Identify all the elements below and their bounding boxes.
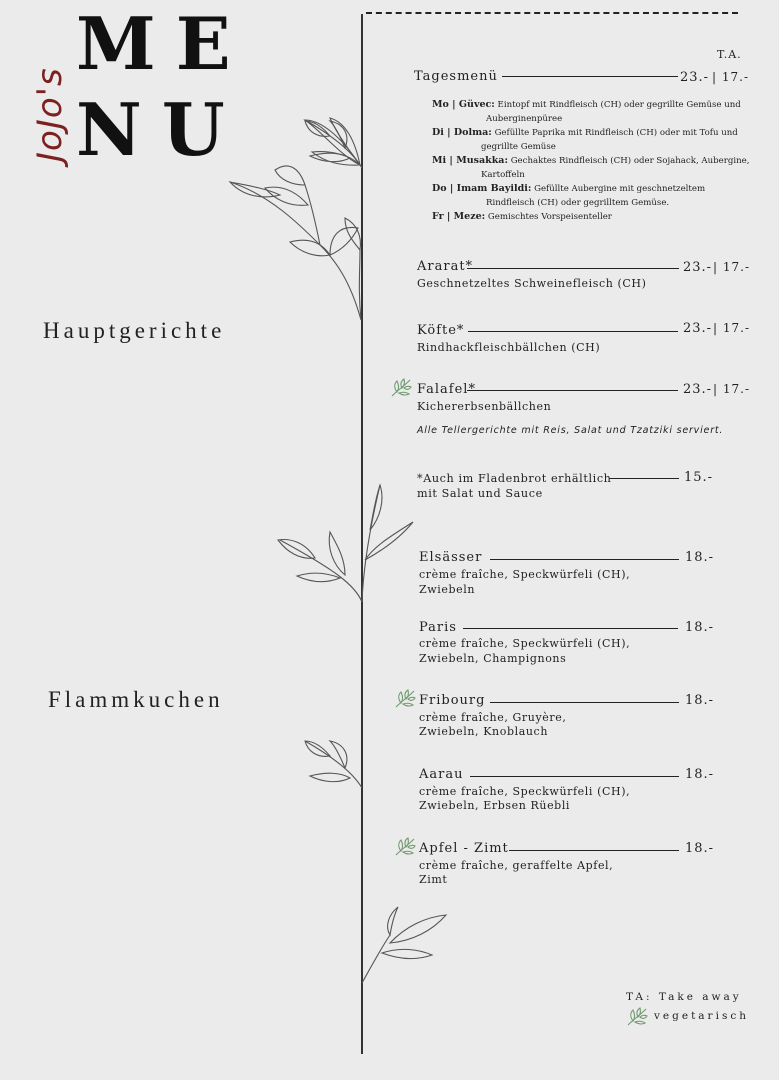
dish-leader-line <box>467 390 678 391</box>
leaf-branch-bottom-illustration <box>360 905 450 985</box>
dish-ta-price-kofte: | 17.- <box>713 321 750 335</box>
leaf-branch-middle-illustration <box>275 480 415 605</box>
dish-name-ararat: Ararat* <box>417 259 474 274</box>
dish-price-apfel-zimt: 18.- <box>685 841 715 856</box>
brand-name: JoJo's <box>30 67 70 162</box>
dish-name-aarau: Aarau <box>419 767 464 782</box>
day-item-mi: Mi | Musakka: Gechaktes Rindfleisch (CH) oder Sojahack, Aubergine, <box>432 155 750 166</box>
fladenbrot-line2: mit Salat und Sauce <box>417 487 543 500</box>
dish-desc1-paris: crème fraîche, Speckwürfeli (CH), <box>419 637 631 650</box>
dish-desc1-elsasser: crème fraîche, Speckwürfeli (CH), <box>419 568 631 581</box>
day-item-di: Di | Dolma: Gefüllte Paprika mit Rindfleisch (CH) oder mit Tofu und <box>432 127 738 138</box>
dish-desc1-fribourg: crème fraîche, Gruyère, <box>419 711 567 724</box>
day-item-mi-cont: Kartoffeln <box>481 170 525 180</box>
dish-desc2-elsasser: Zwiebeln <box>419 583 476 596</box>
tagesmenu-name: Tagesmenü <box>414 69 498 84</box>
dish-price-aarau: 18.- <box>685 767 715 782</box>
dish-desc2-aarau: Zwiebeln, Erbsen Rüebli <box>419 799 571 812</box>
dish-desc2-fribourg: Zwiebeln, Knoblauch <box>419 725 549 738</box>
dish-desc2-paris: Zwiebeln, Champignons <box>419 652 567 665</box>
day-item-fr: Fr | Meze: Gemischtes Vorspeisenteller <box>432 211 612 222</box>
dish-desc-ararat: Geschnetzeltes Schweinefleisch (CH) <box>417 277 647 290</box>
legend-take-away: TA: Take away <box>626 991 742 1003</box>
dish-desc-falafel: Kichererbsenbällchen <box>417 400 552 413</box>
dish-price-falafel: 23.- <box>683 382 713 397</box>
dish-price-kofte: 23.- <box>683 321 713 336</box>
dish-leader-line <box>467 268 679 269</box>
dish-price-ararat: 23.- <box>683 260 713 275</box>
dish-name-apfel-zimt: Apfel - Zimt <box>419 841 509 856</box>
dish-desc1-aarau: crème fraîche, Speckwürfeli (CH), <box>419 785 631 798</box>
dish-ta-price-falafel: | 17.- <box>713 382 750 396</box>
dish-leader-line <box>490 702 679 703</box>
section-title-hauptgerichte: Hauptgerichte <box>43 318 226 343</box>
dish-name-falafel: Falafel* <box>417 382 476 397</box>
day-item-mo-cont: Auberginenpüree <box>486 114 563 124</box>
dish-ta-price-ararat: | 17.- <box>713 260 750 274</box>
tagesmenu-days <box>432 98 750 224</box>
fladenbrot-line1: *Auch im Fladenbrot erhältlich <box>417 472 612 485</box>
day-item-di-cont: gegrillte Gemüse <box>481 142 556 152</box>
dish-leader-line <box>509 850 679 851</box>
leaf-branch-upper-small-illustration <box>300 118 370 173</box>
fladenbrot-leader-line <box>609 478 679 479</box>
dish-desc2-apfel-zimt: Zimt <box>419 873 448 886</box>
dish-name-kofte: Köfte* <box>417 323 465 338</box>
top-dashed-border <box>366 12 738 14</box>
hauptgerichte-note: Alle Tellergerichte mit Reis, Salat und Tzatziki serviert. <box>417 425 724 436</box>
legend-vegetarisch: vegetarisch <box>654 1010 749 1022</box>
section-title-flammkuchen: Flammkuchen <box>48 687 224 712</box>
dish-name-elsasser: Elsässer <box>419 550 483 565</box>
dish-leader-line <box>468 331 678 332</box>
brand-logo <box>30 12 80 162</box>
dish-desc1-apfel-zimt: crème fraîche, geraffelte Apfel, <box>419 859 614 872</box>
day-item-do: Do | Imam Bayildi: Gefüllte Aubergine mit geschnetzeltem <box>432 183 706 194</box>
dish-price-paris: 18.- <box>685 620 715 635</box>
menu-title-line1: ME <box>76 1 251 86</box>
dish-leader-line <box>463 628 678 629</box>
dish-desc-kofte: Rindhackfleischbällchen (CH) <box>417 341 601 354</box>
tagesmenu-ta-price: | 17.- <box>712 70 749 84</box>
dish-price-fribourg: 18.- <box>685 693 715 708</box>
fladenbrot-price: 15.- <box>684 470 714 485</box>
leaf-branch-small-illustration <box>300 736 370 791</box>
dish-leader-line <box>490 559 679 560</box>
tagesmenu-leader-line <box>502 76 678 77</box>
dish-name-paris: Paris <box>419 620 457 635</box>
vegetarian-leaf-icon <box>626 1007 648 1027</box>
dish-price-elsasser: 18.- <box>685 550 715 565</box>
menu-title-line2: NU <box>76 87 245 172</box>
day-item-mo: Mo | Güvec: Eintopf mit Rindfleisch (CH) oder gegrillte Gemüse und <box>432 99 741 110</box>
dish-name-fribourg: Fribourg <box>419 693 486 708</box>
day-item-do-cont: Rindfleisch (CH) oder gegrilltem Gemüse. <box>486 198 670 208</box>
vegetarian-leaf-icon <box>394 837 416 857</box>
ta-column-header: T.A. <box>717 48 742 61</box>
vegetarian-leaf-icon <box>394 689 416 709</box>
tagesmenu-price: 23.- <box>680 70 710 85</box>
dish-leader-line <box>470 776 679 777</box>
vegetarian-leaf-icon <box>390 378 412 398</box>
